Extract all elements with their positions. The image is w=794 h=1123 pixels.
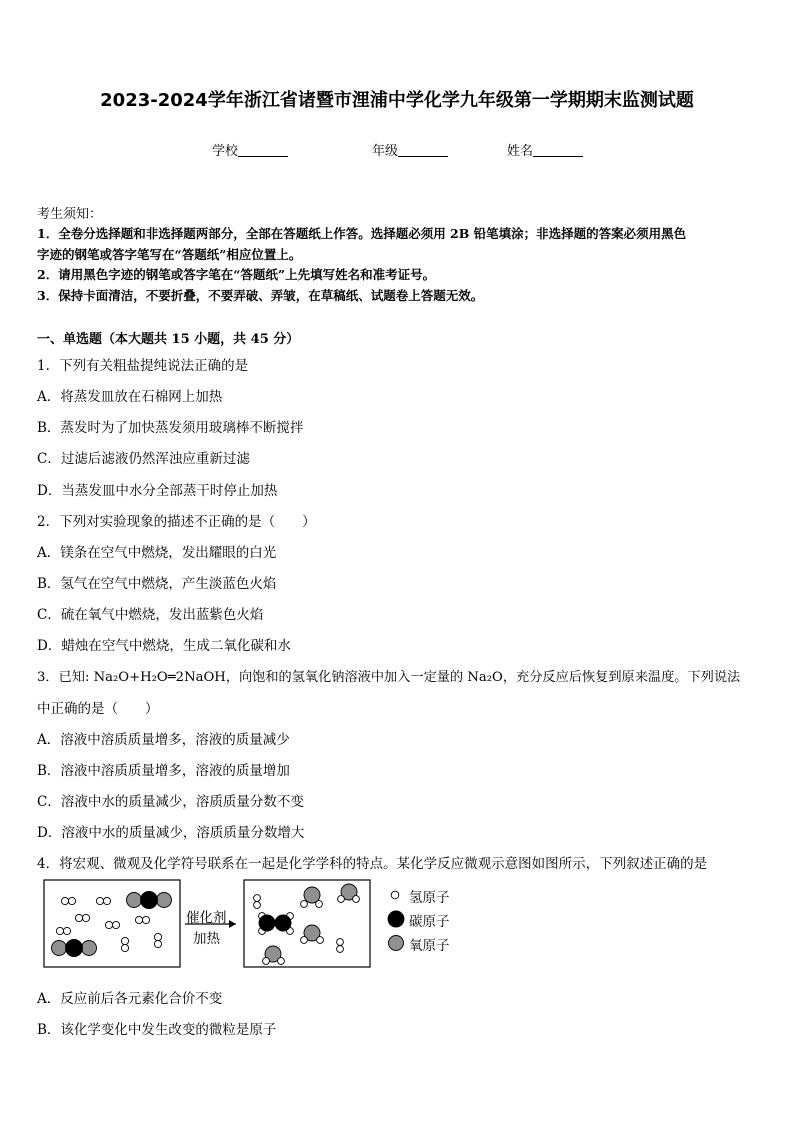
name-field[interactable] (507, 140, 583, 159)
school-blank[interactable] (238, 143, 288, 157)
water-molecule-1 (301, 887, 323, 907)
oxygen-atom-legend-icon (389, 936, 404, 951)
question-2-option-c: C．硫在氧气中燃烧，发出蓝紫色火焰 (37, 607, 264, 623)
notice-item-1-cont: 字迹的钢笔或答字笔写在“答题纸”相应位置上。 (37, 247, 302, 262)
notice-item-2: 2．请用黑色字迹的钢笔或答字笔在“答题纸”上先填写姓名和准考证号。 (37, 267, 436, 282)
question-3-option-c: C．溶液中水的质量减少，溶质质量分数不变 (37, 794, 304, 810)
legend-hydrogen: 氢原子 (409, 890, 450, 906)
question-2-option-a: A．镁条在空气中燃烧，发出耀眼的白光 (37, 545, 277, 561)
notice-item-3: 3．保持卡面清洁，不要折叠，不要弄破、弄皱，在草稿纸、试题卷上答题无效。 (37, 288, 484, 303)
question-2-option-b: B．氢气在空气中燃烧，产生淡蓝色火焰 (37, 576, 277, 592)
hydrogen-molecules-reactant (56, 897, 161, 951)
question-1-option-d: D．当蒸发皿中水分全部蒸干时停止加热 (37, 483, 278, 499)
hydrogen-atom-legend-icon (391, 891, 399, 899)
school-field[interactable] (212, 140, 288, 159)
question-1-stem: 1．下列有关粗盐提纯说法正确的是 (37, 358, 249, 374)
question-3-stem-line-1: 3．已知: Na₂O+H₂O═2NaOH，向饱和的氢氧化钠溶液中加入一定量的 Na₂O，充分反应后恢复到原来温度。下列说法 (37, 670, 741, 685)
water-molecule-4 (263, 946, 285, 964)
co2-molecule-reactant-2 (52, 940, 97, 957)
grade-field[interactable] (372, 140, 448, 159)
grade-blank[interactable] (398, 143, 448, 157)
co2-molecule-reactant-1 (127, 892, 172, 909)
products-box (244, 880, 370, 967)
carbon-atom-legend-icon (388, 911, 404, 927)
question-2-stem: 2．下列对实验现象的描述不正确的是（ ） (37, 514, 316, 530)
grade-label: 年级 (372, 144, 399, 159)
arrow-label-heat: 加热 (193, 931, 220, 947)
question-4-option-b: B．该化学变化中发生改变的微粒是原子 (37, 1022, 277, 1038)
question-1-option-c: C．过滤后滤液仍然浑浊应重新过滤 (37, 451, 250, 467)
legend-oxygen: 氧原子 (409, 938, 450, 954)
notice-heading: 考生须知： (37, 207, 103, 222)
name-label: 姓名 (507, 144, 534, 159)
name-blank[interactable] (533, 143, 583, 157)
question-3-option-b: B．溶液中溶质质量增多，溶液的质量增加 (37, 763, 290, 779)
question-3-option-a: A．溶液中溶质质量增多，溶液的质量减少 (37, 732, 290, 748)
notice-item-1: 1．全卷分选择题和非选择题两部分，全部在答题纸上作答。选择题必须用 2B 铅笔填涂；非选择题的答案必须用黑色 (37, 226, 687, 241)
water-molecule-3 (301, 925, 324, 943)
page-title: 2023-2024学年浙江省诸暨市浬浦中学化学九年级第一学期期末监测试题 (100, 90, 694, 111)
hydrogen-molecules-product (254, 895, 344, 953)
question-4-stem: 4．将宏观、微观及化学符号联系在一起是化学学科的特点。某化学反应微观示意图如图所示，下列叙述正确的是 (37, 856, 708, 872)
question-3-stem-line-2: 中正确的是（ ） (37, 701, 159, 717)
question-1-option-b: B．蒸发时为了加快蒸发须用玻璃棒不断搅拌 (37, 420, 304, 436)
water-molecule-2 (338, 884, 360, 902)
legend-carbon: 碳原子 (409, 914, 450, 930)
section-heading: 一、单选题（本大题共 15 小题，共 45 分） (37, 332, 300, 347)
methane-molecule (259, 913, 294, 935)
school-label: 学校 (212, 144, 239, 159)
question-3-option-d: D．溶液中水的质量减少，溶质质量分数增大 (37, 825, 305, 841)
question-4-option-a: A．反应前后各元素化合价不变 (37, 991, 223, 1007)
arrow-head (229, 920, 236, 928)
question-1-option-a: A．将蒸发皿放在石棉网上加热 (37, 389, 223, 405)
arrow-label-catalyst: 催化剂 (186, 910, 227, 926)
reactants-box (44, 880, 180, 967)
question-2-option-d: D．蜡烛在空气中燃烧，生成二氧化碳和水 (37, 638, 291, 654)
